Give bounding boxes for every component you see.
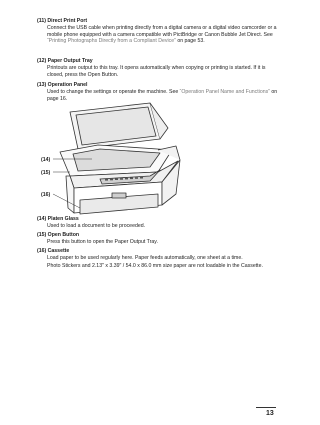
page-number-rule	[256, 407, 276, 408]
figure-label-15: (15)	[41, 170, 51, 176]
figure-label-14: (14)	[41, 157, 51, 163]
description-note: Photo Stickers and 2.13" x 3.39" / 54.0 x 86.0 mm size paper are not loadable in the Cassette.	[47, 263, 263, 270]
entry-open-button	[37, 232, 283, 246]
description-text: on page 16.	[47, 88, 278, 102]
cross-reference-link[interactable]: “Printing Photographs Directly from a Compliant Device”	[47, 38, 176, 45]
entry-heading: (11) Direct Print Port	[37, 18, 88, 24]
entry-heading: (15) Open Button	[37, 232, 80, 238]
cross-reference-link[interactable]: “Operation Panel Name and Functions”	[179, 88, 270, 95]
description-text: on page 53.	[175, 38, 205, 45]
page-number: 13	[266, 410, 274, 417]
entry-cassette	[37, 248, 283, 271]
description-text: Connect the USB cable when printing directly from a digital camera or a digital video camcorder or a mobile phone equipped with a camera compatible with PictBridge or Canon Bubble Jet Direct. See	[47, 24, 277, 38]
entry-heading: (16) Cassette	[37, 248, 70, 254]
entry-platen-glass	[37, 216, 283, 230]
entry-description: Printouts are output to this tray. It opens automatically when copying or printing is started. If it is closed, press the Open Button.	[47, 64, 266, 78]
entry-heading: (12) Paper Output Tray	[37, 58, 93, 64]
figure-label-16: (16)	[41, 192, 51, 198]
entry-description: Used to load a document to be proceeded.	[47, 222, 146, 229]
description-text: Used to change the settings or operate the machine. See	[47, 88, 180, 95]
entry-heading: (13) Operation Panel	[37, 82, 88, 88]
entry-heading: (14) Platen Glass	[37, 216, 79, 222]
description-text: Load paper to be used regularly here. Paper feeds automatically, one sheet at a time.	[47, 254, 243, 261]
entry-description: Press this button to open the Paper Output Tray.	[47, 238, 158, 245]
entry-description	[47, 255, 283, 270]
